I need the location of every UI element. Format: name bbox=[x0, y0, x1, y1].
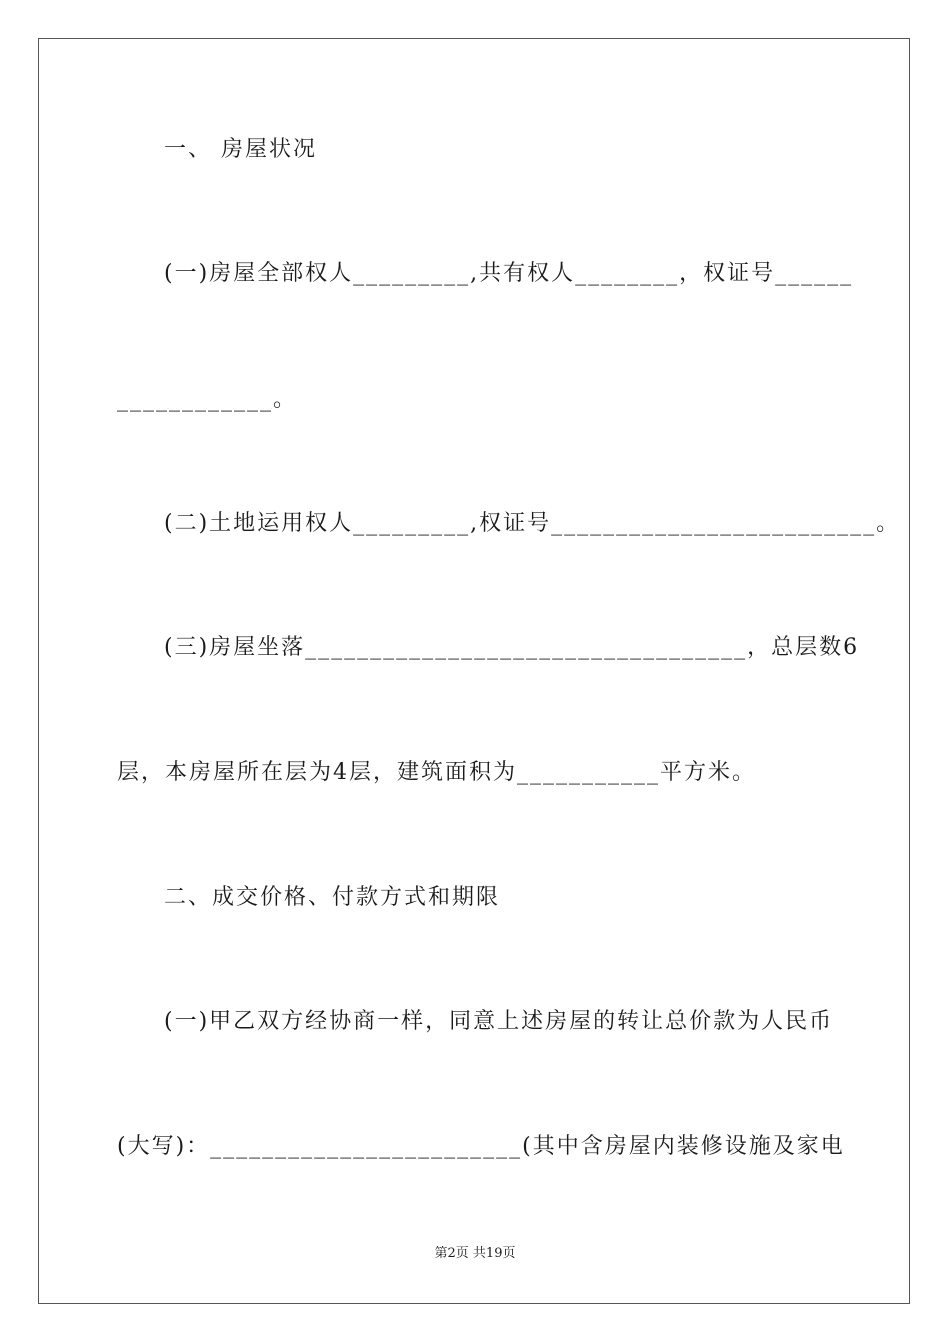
paragraph-line: (大写)：________________________(其中含房屋内装修设施及家电 bbox=[117, 1134, 845, 1159]
paragraph-line: (三)房屋坐落__________________________________，总层数6 bbox=[164, 635, 860, 660]
paragraph-line: 层，本房屋所在层为4层，建筑面积为___________平方米。 bbox=[117, 760, 756, 785]
section-heading-2: 二、成交价格、付款方式和期限 bbox=[164, 885, 501, 910]
paragraph-line: (一)房屋全部权人_________,共有权人________，权证号______ bbox=[164, 261, 854, 286]
paragraph-line: (一)甲乙双方经协商一样，同意上述房屋的转让总价款为人民币 bbox=[164, 1009, 834, 1034]
page-border bbox=[38, 38, 910, 1304]
paragraph-line: ____________。 bbox=[117, 387, 298, 412]
page-number-footer: 第2页 共19页 bbox=[434, 1246, 516, 1261]
paragraph-line: (二)土地运用权人_________,权证号_________________________。 bbox=[164, 511, 901, 536]
section-heading-1: 一、 房屋状况 bbox=[164, 137, 317, 162]
